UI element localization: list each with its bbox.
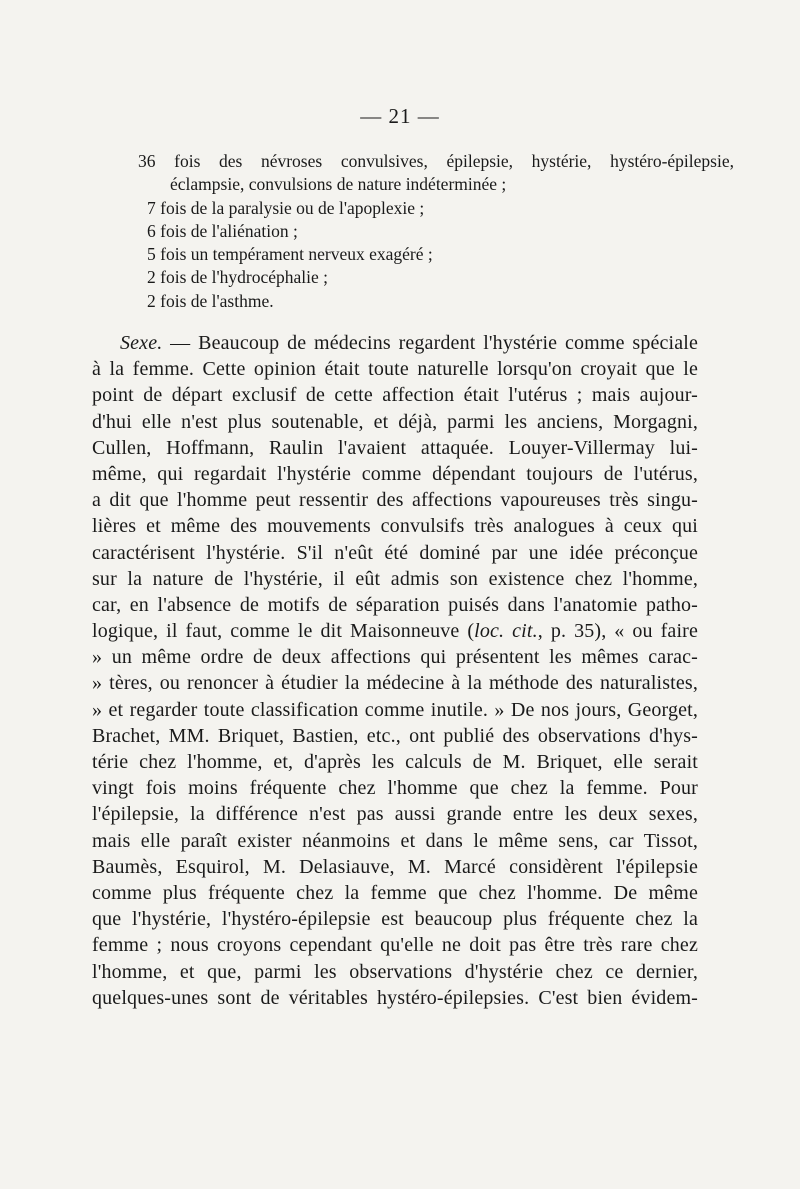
paragraph-line: car, en l'absence de motifs de séparation puisés dans l'anatomie patho- [92, 593, 698, 616]
paragraph-line: caractérisent l'hystérie. S'il n'eût été dominé par une idée préconçue [92, 541, 698, 564]
paragraph-line: d'hui elle n'est plus soutenable, et déjà, parmi les anciens, Morgagni, [92, 410, 698, 433]
paragraph-line: a dit que l'homme peut ressentir des affections vapoureuses très singu- [92, 489, 698, 512]
list-item: 5 fois un tempérament nerveux exagéré ; [147, 244, 433, 265]
list-item: 2 fois de l'asthme. [147, 290, 274, 311]
paragraph-line: vingt fois moins fréquente chez l'homme que chez la femme. Pour [92, 777, 698, 800]
paragraph-line: quelques-unes sont de véritables hystéro-épilepsies. C'est bien évidem- [92, 986, 698, 1009]
paragraph-line: » tères, ou renoncer à étudier la médecine à la méthode des naturalistes, [92, 672, 698, 695]
page-number: — 21 — [360, 104, 440, 128]
paragraph-line: » un même ordre de deux affections qui présentent les mêmes carac- [92, 646, 698, 669]
paragraph-line: l'homme, et que, parmi les observations d'hystérie chez ce dernier, [92, 960, 698, 983]
section-heading: Sexe. [120, 332, 163, 354]
paragraph-line: à la femme. Cette opinion était toute naturelle lorsqu'on croyait que le [92, 358, 698, 381]
paragraph-line: sur la nature de l'hystérie, il eût admis son existence chez l'homme, [92, 567, 698, 590]
list-item: 2 fois de l'hydrocéphalie ; [147, 267, 329, 288]
list-item: 6 fois de l'aliénation ; [147, 220, 298, 241]
paragraph-line: mais elle paraît exister néanmoins et dans le même sens, car Tissot, [92, 829, 698, 852]
paragraph-line: point de départ exclusif de cette affection était l'utérus ; mais aujour- [92, 384, 698, 407]
list-item-continuation: éclampsie, convulsions de nature indéterminée ; [170, 174, 507, 195]
citation: loc. cit. [474, 620, 538, 643]
paragraph-line: que l'hystérie, l'hystéro-épilepsie est beaucoup plus fréquente chez la [92, 908, 698, 931]
paragraph-line: térie chez l'homme, et, d'après les calculs de M. Briquet, elle serait [92, 751, 698, 773]
list-item: 36 fois des névroses convulsives, épilepsie, hystérie, hystéro-épilepsie, [138, 151, 734, 171]
paragraph-line: Brachet, MM. Briquet, Bastien, etc., ont publié des observations d'hys- [92, 724, 698, 747]
paragraph-line: lières et même des mouvements convulsifs très analogues à ceux qui [92, 515, 698, 538]
sex-paragraph [92, 330, 698, 1011]
paragraph-line: Cullen, Hoffmann, Raulin l'avaient attaquée. Louyer-Villermay lui- [92, 436, 698, 459]
paragraph-line: Baumès, Esquirol, M. Delasiauve, M. Marcé considèrent l'épilepsie [92, 855, 698, 878]
paragraph-line: femme ; nous croyons cependant qu'elle ne doit pas être très rare chez [92, 934, 698, 957]
paragraph-line: même, qui regardait l'hystérie comme dépendant toujours de l'utérus, [92, 462, 698, 485]
list-item: 7 fois de la paralysie ou de l'apoplexie ; [147, 197, 425, 218]
paragraph-line: l'épilepsie, la différence n'est pas aussi grande entre les deux sexes, [92, 803, 698, 826]
heredity-list [112, 150, 734, 313]
paragraph-line: comme plus fréquente chez la femme que chez l'homme. De même [92, 881, 698, 904]
paragraph-line: logique, il faut, comme le dit Maisonneuve (loc. cit., p. 35), « ou faire [92, 620, 698, 643]
paragraph-line: Sexe. — Beaucoup de médecins regardent l'hystérie comme spéciale [120, 332, 698, 354]
paragraph-line: » et regarder toute classification comme inutile. » De nos jours, Georget, [92, 698, 698, 721]
